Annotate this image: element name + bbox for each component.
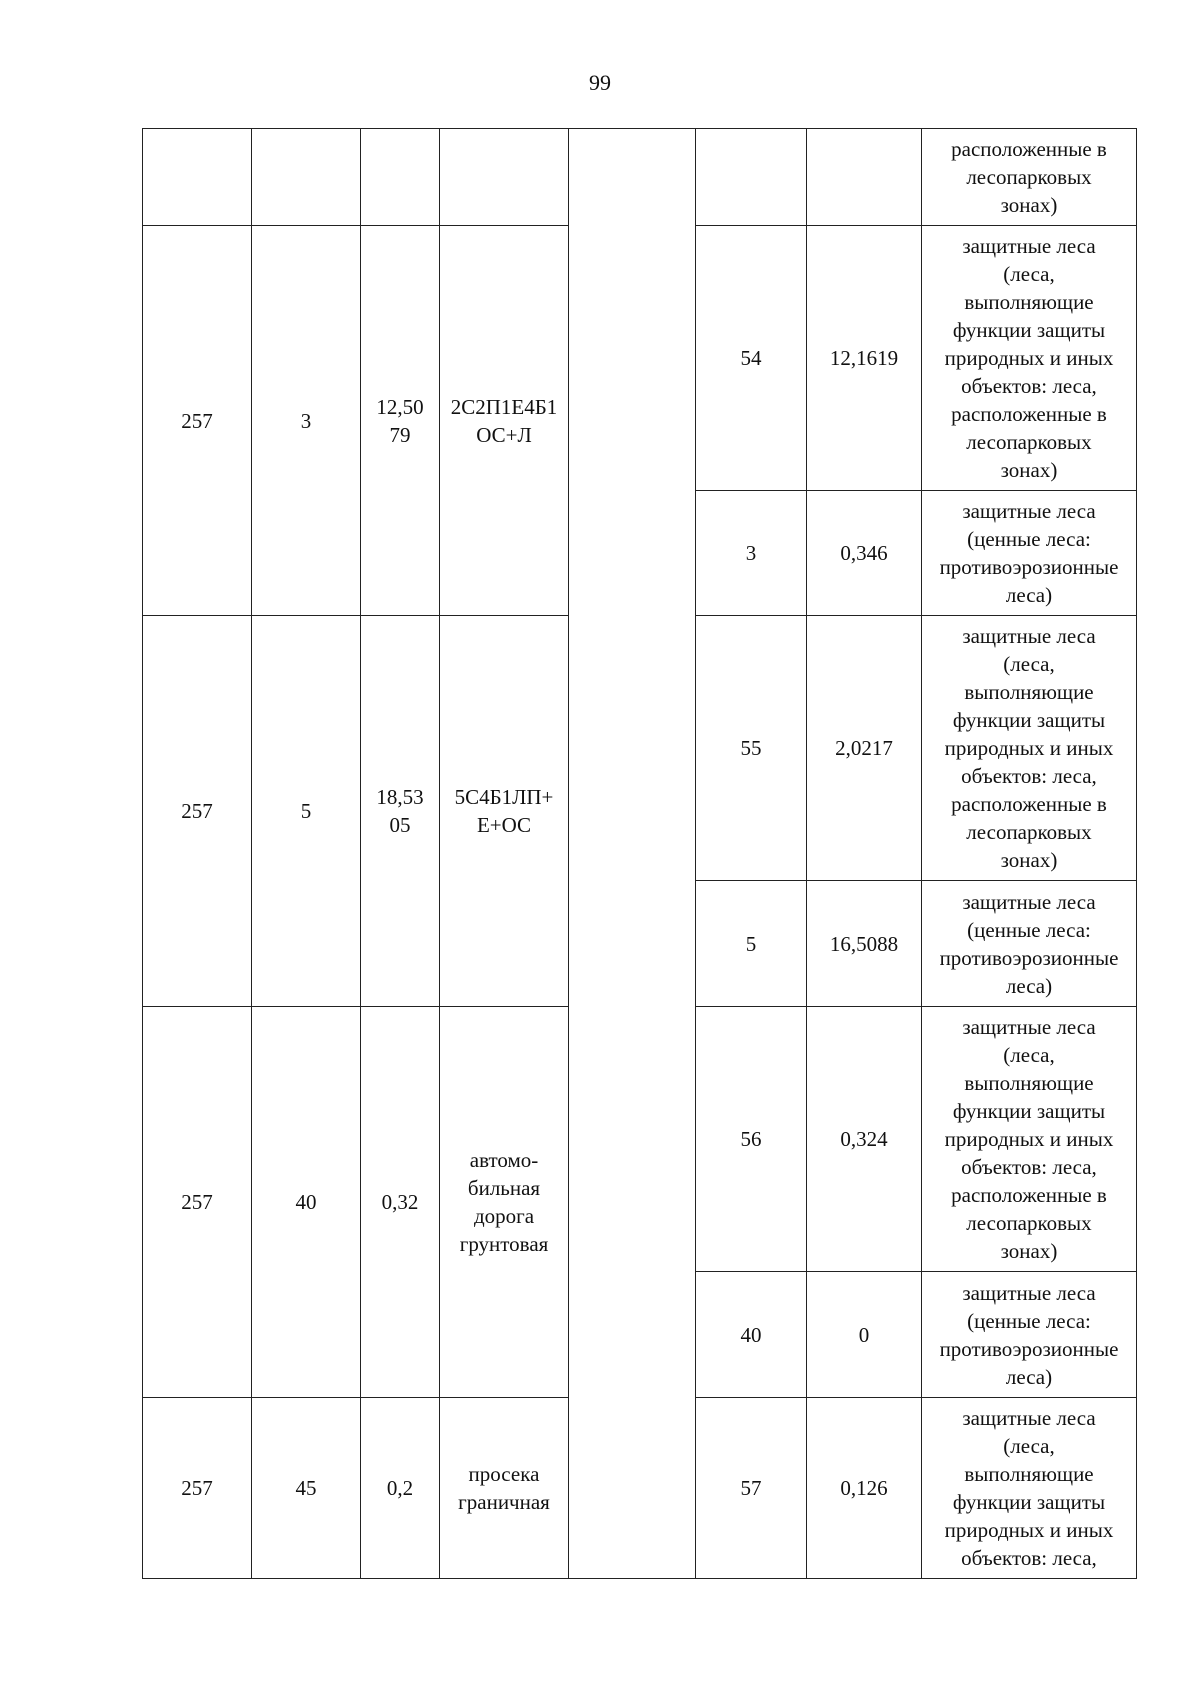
area-cell: 18,53 05 bbox=[360, 615, 440, 1007]
new-plot-number-cell: 56 bbox=[695, 1006, 807, 1272]
plot-number-cell: 40 bbox=[251, 1006, 361, 1398]
plot-number-cell: 45 bbox=[251, 1397, 361, 1579]
new-plot-number-cell: 40 bbox=[695, 1271, 807, 1398]
category-cell: защитные леса (ценные леса: противоэрозионные леса) bbox=[921, 1271, 1137, 1398]
new-area-cell: 16,5088 bbox=[806, 880, 922, 1007]
area-cell: 0,2 bbox=[360, 1397, 440, 1579]
new-area-cell: 2,0217 bbox=[806, 615, 922, 881]
category-cell: защитные леса (леса, выполняющие функции защиты природных и иных объектов: леса, расположенные в лесопарковых зонах) bbox=[921, 225, 1137, 491]
category-cell: защитные леса (ценные леса: противоэрозионные леса) bbox=[921, 490, 1137, 616]
new-plot-number-cell: 54 bbox=[695, 225, 807, 491]
category-cell: защитные леса (леса, выполняющие функции защиты природных и иных объектов: леса, расположенные в лесопарковых зонах) bbox=[921, 1006, 1137, 1272]
table-cell bbox=[806, 128, 922, 226]
quarter-number-cell: 257 bbox=[142, 1397, 252, 1579]
new-plot-number-cell: 57 bbox=[695, 1397, 807, 1579]
category-cell: защитные леса (леса, выполняющие функции защиты природных и иных объектов: леса, расположенные в лесопарковых зонах) bbox=[921, 615, 1137, 881]
category-cell: защитные леса (ценные леса: противоэрозионные леса) bbox=[921, 880, 1137, 1007]
new-area-cell: 0 bbox=[806, 1271, 922, 1398]
composition-cell: просека граничная bbox=[439, 1397, 569, 1579]
table-cell bbox=[439, 128, 569, 226]
category-cell: защитные леса (леса, выполняющие функции защиты природных и иных объектов: леса, bbox=[921, 1397, 1137, 1579]
area-cell: 0,32 bbox=[360, 1006, 440, 1398]
table-cell bbox=[360, 128, 440, 226]
new-plot-number-cell: 5 bbox=[695, 880, 807, 1007]
table-cell bbox=[251, 128, 361, 226]
area-cell: 12,50 79 bbox=[360, 225, 440, 616]
table-cell bbox=[142, 128, 252, 226]
merged-empty-cell bbox=[568, 128, 696, 1579]
new-plot-number-cell: 3 bbox=[695, 490, 807, 616]
composition-cell: 2С2П1Е4Б1 ОС+Л bbox=[439, 225, 569, 616]
composition-cell: 5С4Б1ЛП+ Е+ОС bbox=[439, 615, 569, 1007]
new-area-cell: 12,1619 bbox=[806, 225, 922, 491]
quarter-number-cell: 257 bbox=[142, 1006, 252, 1398]
new-area-cell: 0,126 bbox=[806, 1397, 922, 1579]
plot-number-cell: 5 bbox=[251, 615, 361, 1007]
plot-number-cell: 3 bbox=[251, 225, 361, 616]
page-number: 99 bbox=[589, 70, 611, 95]
new-area-cell: 0,346 bbox=[806, 490, 922, 616]
quarter-number-cell: 257 bbox=[142, 615, 252, 1007]
new-area-cell: 0,324 bbox=[806, 1006, 922, 1272]
quarter-number-cell: 257 bbox=[142, 225, 252, 616]
new-plot-number-cell: 55 bbox=[695, 615, 807, 881]
category-cell: расположенные в лесопарковых зонах) bbox=[921, 128, 1137, 226]
composition-cell: автомо- бильная дорога грунтовая bbox=[439, 1006, 569, 1398]
table-cell bbox=[695, 128, 807, 226]
